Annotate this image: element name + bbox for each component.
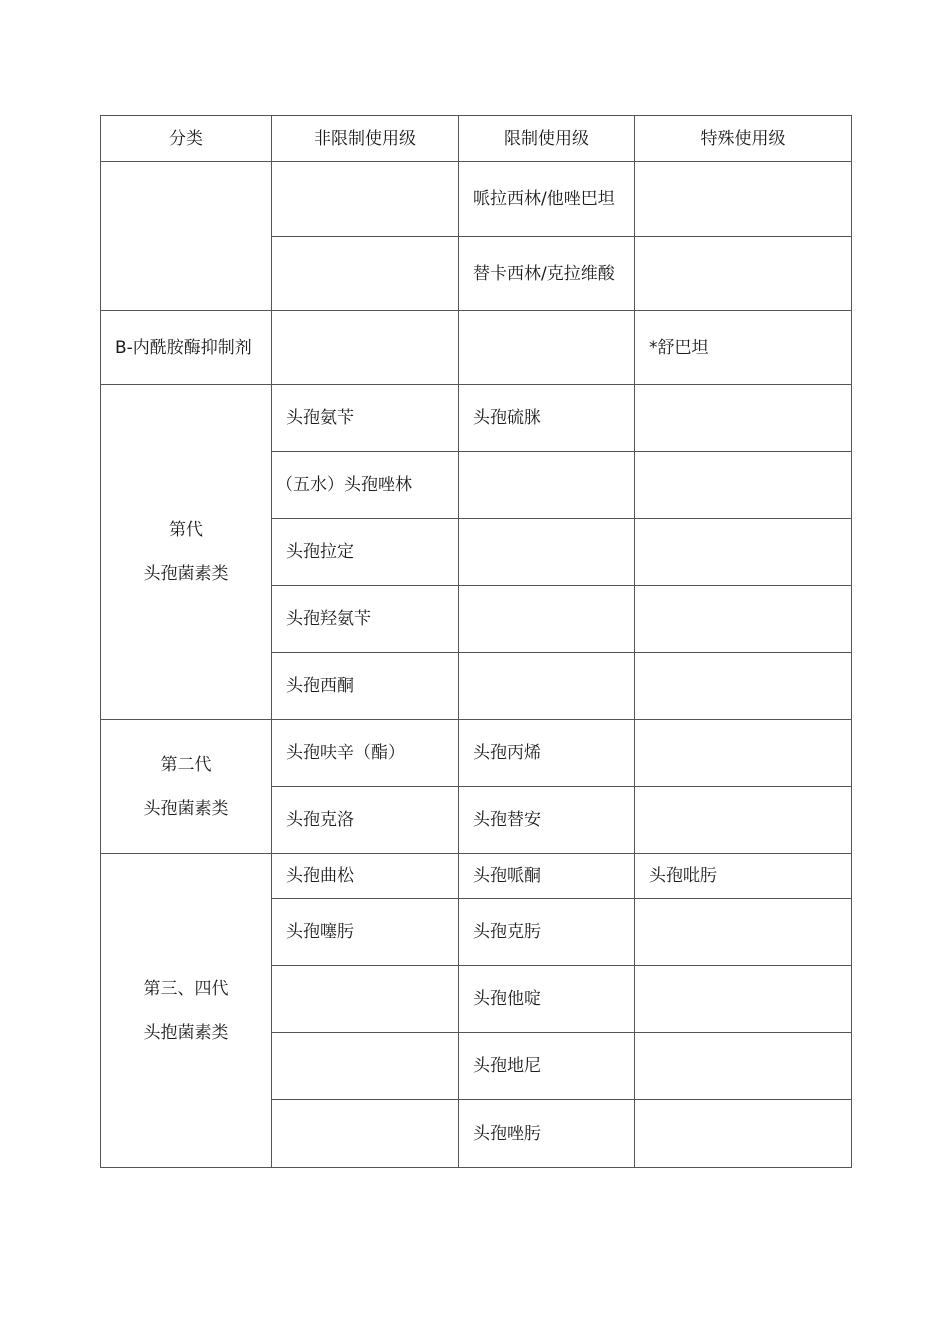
special-cell <box>635 653 852 720</box>
restricted-cell <box>459 452 635 519</box>
category-line: 第三、四代 <box>143 978 229 999</box>
special-cell <box>635 1033 852 1100</box>
table-row <box>101 854 852 899</box>
unrestricted-cell <box>272 966 459 1033</box>
table-row <box>101 385 852 452</box>
category-cell-empty <box>101 162 272 311</box>
restricted-cell <box>459 519 635 586</box>
special-cell <box>635 720 852 787</box>
category-cell-gen2 <box>101 720 272 854</box>
category-line: 头孢菌素类 <box>143 564 229 584</box>
special-cell <box>635 899 852 966</box>
unrestricted-cell: 头孢氨苄 <box>272 385 459 452</box>
antibiotic-classification-table <box>100 115 852 1168</box>
table-row <box>101 720 852 787</box>
header-category: 分类 <box>101 116 272 162</box>
restricted-cell: 头孢硫脒 <box>459 385 635 452</box>
header-special: 特殊使用级 <box>635 116 852 162</box>
table-row <box>101 162 852 237</box>
special-cell <box>635 237 852 311</box>
unrestricted-cell <box>272 1033 459 1100</box>
header-row <box>101 116 852 162</box>
category-cell-gen34 <box>101 854 272 1168</box>
restricted-cell: 头孢唑肟 <box>459 1100 635 1168</box>
restricted-cell: 哌拉西林/他唑巴坦 <box>459 162 635 237</box>
restricted-cell: 头孢地尼 <box>459 1033 635 1100</box>
unrestricted-cell <box>272 237 459 311</box>
special-cell <box>635 385 852 452</box>
unrestricted-cell: 头孢拉定 <box>272 519 459 586</box>
restricted-cell: 头孢替安 <box>459 787 635 854</box>
unrestricted-cell: 头孢噻肟 <box>272 899 459 966</box>
header-unrestricted: 非限制使用级 <box>272 116 459 162</box>
unrestricted-cell: 头孢曲松 <box>272 854 459 899</box>
restricted-cell: 头孢克肟 <box>459 899 635 966</box>
special-cell <box>635 586 852 653</box>
unrestricted-cell: （五水）头孢唑林 <box>272 452 459 519</box>
header-restricted: 限制使用级 <box>459 116 635 162</box>
restricted-cell <box>459 653 635 720</box>
category-line: 头孢菌素类 <box>143 798 229 819</box>
category-line: 头抱菌素类 <box>143 1022 229 1043</box>
restricted-cell: 头孢他啶 <box>459 966 635 1033</box>
special-cell: 头孢吡肟 <box>635 854 852 899</box>
unrestricted-cell: 头孢呋辛（酯） <box>272 720 459 787</box>
restricted-cell <box>459 311 635 385</box>
unrestricted-cell: 头孢克洛 <box>272 787 459 854</box>
category-line: 第代 <box>169 520 203 540</box>
category-cell-gen1 <box>101 385 272 720</box>
category-line: 第二代 <box>160 754 212 775</box>
special-cell <box>635 452 852 519</box>
category-cell: B-内酰胺酶抑制剂 <box>101 311 272 385</box>
restricted-cell: 头孢丙烯 <box>459 720 635 787</box>
restricted-cell: 头孢哌酮 <box>459 854 635 899</box>
unrestricted-cell: 头孢西酮 <box>272 653 459 720</box>
special-cell <box>635 162 852 237</box>
unrestricted-cell: 头孢羟氨苄 <box>272 586 459 653</box>
special-cell <box>635 966 852 1033</box>
special-cell <box>635 1100 852 1168</box>
special-cell: *舒巴坦 <box>635 311 852 385</box>
restricted-cell: 替卡西林/克拉维酸 <box>459 237 635 311</box>
unrestricted-cell <box>272 162 459 237</box>
table-row <box>101 311 852 385</box>
restricted-cell <box>459 586 635 653</box>
unrestricted-cell <box>272 1100 459 1168</box>
special-cell <box>635 787 852 854</box>
unrestricted-cell <box>272 311 459 385</box>
special-cell <box>635 519 852 586</box>
